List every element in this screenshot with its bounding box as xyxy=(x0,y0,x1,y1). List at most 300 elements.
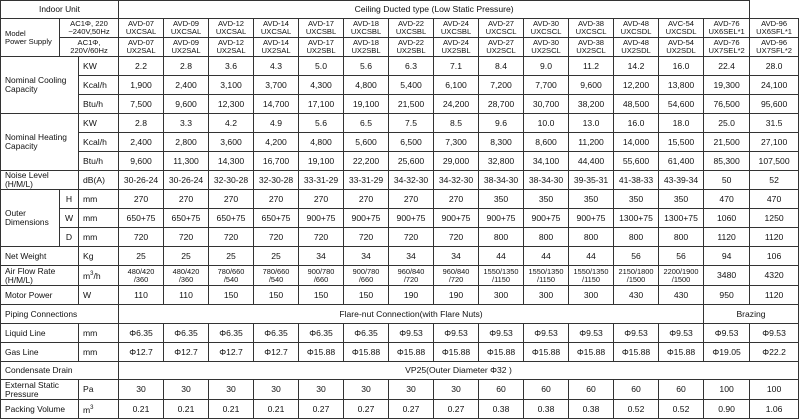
value-cell: 44 xyxy=(569,247,614,266)
value-cell: 900/780 /660 xyxy=(344,266,389,286)
value-cell: 41-38-33 xyxy=(614,171,659,190)
value-cell: 4,300 xyxy=(299,76,344,95)
model-cell: AVD-14 UXCSAL xyxy=(254,19,299,38)
value-cell: 12,300 xyxy=(209,95,254,114)
value-cell: 4,800 xyxy=(344,76,389,95)
value-cell: 1.06 xyxy=(750,400,799,419)
value-cell: 0.21 xyxy=(164,400,209,419)
value-cell: 2,800 xyxy=(164,133,209,152)
value-cell: 2,400 xyxy=(164,76,209,95)
value-cell: 900+75 xyxy=(389,209,434,228)
value-cell: Φ9.53 xyxy=(524,324,569,343)
value-cell: Φ9.53 xyxy=(569,324,614,343)
value-cell: 30 xyxy=(434,380,479,400)
value-cell: Φ15.88 xyxy=(434,343,479,362)
value-cell: 29,000 xyxy=(434,152,479,171)
value-cell: 780/660 /540 xyxy=(254,266,299,286)
value-cell: Φ12.7 xyxy=(254,343,299,362)
cooling-label: Nominal Cooling Capacity xyxy=(1,57,79,114)
value-cell: 0.38 xyxy=(479,400,524,419)
unit-cell: KW xyxy=(79,114,119,133)
value-cell: 6.5 xyxy=(344,114,389,133)
value-cell: 1120 xyxy=(704,228,750,247)
value-cell: 7,200 xyxy=(479,76,524,95)
value-cell: 0.27 xyxy=(434,400,479,419)
model-cell: AVD-12 UX2SAL xyxy=(209,38,254,57)
model-cell: AVD-17 UX2SBL xyxy=(299,38,344,57)
value-cell: 24,200 xyxy=(434,95,479,114)
air-flow-label: Air Flow Rate (H/M/L) xyxy=(1,266,79,286)
heating-kw-row xyxy=(1,114,799,133)
value-cell: Φ9.53 xyxy=(750,324,799,343)
value-cell: 720 xyxy=(119,228,164,247)
series-title: Ceiling Ducted type (Low Static Pressure) xyxy=(119,1,750,19)
value-cell: 10.0 xyxy=(524,114,569,133)
value-cell: 270 xyxy=(164,190,209,209)
value-cell: Φ6.35 xyxy=(119,324,164,343)
value-cell: 0.38 xyxy=(524,400,569,419)
value-cell: 1250 xyxy=(750,209,799,228)
value-cell: 16,700 xyxy=(254,152,299,171)
value-cell: Φ12.7 xyxy=(119,343,164,362)
value-cell: 95,600 xyxy=(750,95,799,114)
value-cell: 34 xyxy=(299,247,344,266)
value-cell: 270 xyxy=(344,190,389,209)
unit-cell: $m^3/h$ xyxy=(79,266,119,286)
value-cell: 3,600 xyxy=(209,133,254,152)
value-cell: 3.3 xyxy=(164,114,209,133)
gas-line-label: Gas Line xyxy=(1,343,79,362)
value-cell: 3,100 xyxy=(209,76,254,95)
value-cell: 31.5 xyxy=(750,114,799,133)
value-cell: 56 xyxy=(659,247,704,266)
model-cell: AVD-09 UXCSAL xyxy=(164,19,209,38)
model-cell: AVD-22 UX2SBL xyxy=(389,38,434,57)
value-cell: 22,200 xyxy=(344,152,389,171)
value-cell: 900+75 xyxy=(524,209,569,228)
value-cell: 44,400 xyxy=(569,152,614,171)
value-cell: 110 xyxy=(119,286,164,305)
value-cell: 4320 xyxy=(750,266,799,286)
model-cell: AVD-24 UX2SBL xyxy=(434,38,479,57)
value-cell: 1060 xyxy=(704,209,750,228)
value-cell: Φ15.88 xyxy=(524,343,569,362)
value-cell: 300 xyxy=(524,286,569,305)
value-cell: 25 xyxy=(164,247,209,266)
value-cell: 34 xyxy=(434,247,479,266)
value-cell: 720 xyxy=(254,228,299,247)
value-cell: 720 xyxy=(164,228,209,247)
value-cell: 34 xyxy=(344,247,389,266)
value-cell: 11,200 xyxy=(569,133,614,152)
value-cell: 0.21 xyxy=(209,400,254,419)
value-cell: 190 xyxy=(389,286,434,305)
value-cell: 650+75 xyxy=(254,209,299,228)
header-row xyxy=(1,1,799,19)
value-cell: 30,700 xyxy=(524,95,569,114)
value-cell: 190 xyxy=(434,286,479,305)
value-cell: 720 xyxy=(344,228,389,247)
value-cell: 1550/1350 /1150 xyxy=(569,266,614,286)
value-cell: 5.0 xyxy=(299,57,344,76)
value-cell: 9.6 xyxy=(479,114,524,133)
unit-cell: Kcal/h xyxy=(79,133,119,152)
power-supply-1: AC1Φ, 220 ~240V,50Hz xyxy=(60,19,119,38)
value-cell: 8,600 xyxy=(524,133,569,152)
value-cell: 32-30-28 xyxy=(209,171,254,190)
value-cell: 270 xyxy=(389,190,434,209)
value-cell: 0.52 xyxy=(659,400,704,419)
value-cell: 900+75 xyxy=(479,209,524,228)
value-cell: 270 xyxy=(254,190,299,209)
value-cell: 19,100 xyxy=(299,152,344,171)
value-cell: 4.9 xyxy=(254,114,299,133)
value-cell: 7,300 xyxy=(434,133,479,152)
value-cell: 14,000 xyxy=(614,133,659,152)
value-cell: 5.6 xyxy=(299,114,344,133)
value-cell: 270 xyxy=(119,190,164,209)
value-cell: 48,500 xyxy=(614,95,659,114)
value-cell: Φ15.88 xyxy=(344,343,389,362)
value-cell: 30-26-24 xyxy=(119,171,164,190)
dimension-key: W xyxy=(60,209,79,228)
cooling-kw-row xyxy=(1,57,799,76)
model-cell: AVD-76 UX7SEL*2 xyxy=(704,38,750,57)
packing-volume-row xyxy=(1,400,799,419)
value-cell: 106 xyxy=(750,247,799,266)
value-cell: 470 xyxy=(750,190,799,209)
value-cell: 7,700 xyxy=(524,76,569,95)
value-cell: 4.2 xyxy=(209,114,254,133)
value-cell: 2.8 xyxy=(119,114,164,133)
condensate-drain-label: Condensate Drain xyxy=(1,362,119,380)
flare-connection-text: Flare-nut Connection(with Flare Nuts) xyxy=(119,305,704,324)
value-cell: 270 xyxy=(434,190,479,209)
value-cell: 16.0 xyxy=(659,57,704,76)
value-cell: 270 xyxy=(299,190,344,209)
model-cell: AVD-38 UX2SCL xyxy=(569,38,614,57)
value-cell: 30 xyxy=(254,380,299,400)
net-weight-label: Net Weight xyxy=(1,247,79,266)
value-cell: Φ15.88 xyxy=(389,343,434,362)
value-cell: 960/840 /720 xyxy=(389,266,434,286)
value-cell: 800 xyxy=(569,228,614,247)
unit-cell: Kcal/h xyxy=(79,76,119,95)
value-cell: Φ9.53 xyxy=(434,324,479,343)
value-cell: Φ9.53 xyxy=(614,324,659,343)
value-cell: 32-30-28 xyxy=(254,171,299,190)
value-cell: 13,800 xyxy=(659,76,704,95)
value-cell: 8,300 xyxy=(479,133,524,152)
value-cell: 650+75 xyxy=(164,209,209,228)
value-cell: 3480 xyxy=(704,266,750,286)
value-cell: Φ9.53 xyxy=(704,324,750,343)
value-cell: 650+75 xyxy=(209,209,254,228)
value-cell: 1120 xyxy=(750,286,799,305)
model-row-1 xyxy=(1,19,799,38)
value-cell: 100 xyxy=(704,380,750,400)
value-cell: 30 xyxy=(209,380,254,400)
value-cell: 0.21 xyxy=(254,400,299,419)
packing-volume-label: Packing Volume xyxy=(1,400,79,419)
value-cell: 33-31-29 xyxy=(299,171,344,190)
value-cell: 1300+75 xyxy=(614,209,659,228)
unit-cell: $m^3$ xyxy=(79,400,119,419)
value-cell: 7.1 xyxy=(434,57,479,76)
value-cell: 720 xyxy=(434,228,479,247)
value-cell: 34,100 xyxy=(524,152,569,171)
unit-cell: dB(A) xyxy=(79,171,119,190)
value-cell: Φ15.88 xyxy=(569,343,614,362)
value-cell: 11.2 xyxy=(569,57,614,76)
value-cell: 11,300 xyxy=(164,152,209,171)
value-cell: 60 xyxy=(614,380,659,400)
value-cell: Φ9.53 xyxy=(389,324,434,343)
value-cell: 34 xyxy=(389,247,434,266)
value-cell: 480/420 /360 xyxy=(119,266,164,286)
value-cell: 39-35-31 xyxy=(569,171,614,190)
value-cell: 34-32-30 xyxy=(389,171,434,190)
value-cell: 60 xyxy=(524,380,569,400)
value-cell: 300 xyxy=(569,286,614,305)
value-cell: 350 xyxy=(479,190,524,209)
model-cell: AVD-38 UXCSCL xyxy=(569,19,614,38)
value-cell: 150 xyxy=(344,286,389,305)
value-cell: Φ6.35 xyxy=(299,324,344,343)
value-cell: 14,300 xyxy=(209,152,254,171)
value-cell: 2.8 xyxy=(164,57,209,76)
piping-label: Piping Connections xyxy=(1,305,119,324)
value-cell: 430 xyxy=(659,286,704,305)
dimension-key: H xyxy=(60,190,79,209)
value-cell: 25 xyxy=(254,247,299,266)
value-cell: 30 xyxy=(389,380,434,400)
model-cell: AVD-96 UX6SFL*1 xyxy=(750,19,799,38)
model-row-2 xyxy=(1,38,799,57)
value-cell: 1,900 xyxy=(119,76,164,95)
value-cell: 44 xyxy=(479,247,524,266)
value-cell: 94 xyxy=(704,247,750,266)
dimension-w-row xyxy=(1,209,799,228)
heating-label: Nominal Heating Capacity xyxy=(1,114,79,171)
power-supply-2: AC1Φ, 220V/60Hz xyxy=(60,38,119,57)
value-cell: 43-39-34 xyxy=(659,171,704,190)
value-cell: 15,500 xyxy=(659,133,704,152)
model-cell: AVD-22 UXCSBL xyxy=(389,19,434,38)
value-cell: 1550/1350 /1150 xyxy=(479,266,524,286)
value-cell: 430 xyxy=(614,286,659,305)
motor-power-label: Motor Power xyxy=(1,286,79,305)
value-cell: Φ15.88 xyxy=(614,343,659,362)
model-cell: AVD-24 UXCSBL xyxy=(434,19,479,38)
piping-row xyxy=(1,305,799,324)
cooling-kcal-row xyxy=(1,76,799,95)
value-cell: 0.27 xyxy=(389,400,434,419)
value-cell: 60 xyxy=(659,380,704,400)
model-cell: AVD-30 UXCSCL xyxy=(524,19,569,38)
value-cell: 650+75 xyxy=(119,209,164,228)
value-cell: 24,100 xyxy=(750,76,799,95)
model-cell: AVD-48 UXCSDL xyxy=(614,19,659,38)
model-cell: AVD-12 UXCSAL xyxy=(209,19,254,38)
value-cell: 950 xyxy=(704,286,750,305)
value-cell: 30-26-24 xyxy=(164,171,209,190)
air-flow-row xyxy=(1,266,799,286)
static-pressure-label: External Static Pressure xyxy=(1,380,79,400)
value-cell: 1550/1350 /1150 xyxy=(524,266,569,286)
value-cell: 38-34-30 xyxy=(524,171,569,190)
value-cell: Φ9.53 xyxy=(659,324,704,343)
value-cell: Φ19.05 xyxy=(704,343,750,362)
value-cell: Φ6.35 xyxy=(344,324,389,343)
value-cell: 900+75 xyxy=(299,209,344,228)
value-cell: 1120 xyxy=(750,228,799,247)
value-cell: 720 xyxy=(389,228,434,247)
unit-cell: Pa xyxy=(79,380,119,400)
value-cell: 6,100 xyxy=(434,76,479,95)
model-cell: AVD-30 UX2SCL xyxy=(524,38,569,57)
value-cell: 30 xyxy=(164,380,209,400)
value-cell: 0.38 xyxy=(569,400,614,419)
value-cell: 3.6 xyxy=(209,57,254,76)
value-cell: 17,100 xyxy=(299,95,344,114)
value-cell: 2.2 xyxy=(119,57,164,76)
value-cell: 38,200 xyxy=(569,95,614,114)
value-cell: Φ15.88 xyxy=(299,343,344,362)
value-cell: 4.3 xyxy=(254,57,299,76)
dimension-key: D xyxy=(60,228,79,247)
model-label: Model Power Supply xyxy=(1,19,60,57)
value-cell: 60 xyxy=(569,380,614,400)
heating-btu-row xyxy=(1,152,799,171)
value-cell: 4,800 xyxy=(299,133,344,152)
model-cell: AVD-54 UX2SDL xyxy=(659,38,704,57)
unit-cell: Btu/h xyxy=(79,95,119,114)
value-cell: 30 xyxy=(119,380,164,400)
value-cell: 800 xyxy=(659,228,704,247)
value-cell: 110 xyxy=(164,286,209,305)
condensate-drain-value: VP25(Outer Diameter Φ32 ) xyxy=(119,362,799,380)
unit-cell: Btu/h xyxy=(79,152,119,171)
model-cell: AVC-54 UXCSDL xyxy=(659,19,704,38)
value-cell: 6,500 xyxy=(389,133,434,152)
dimension-d-row xyxy=(1,228,799,247)
model-cell: AVD-96 UX7SFL*2 xyxy=(750,38,799,57)
value-cell: Φ6.35 xyxy=(254,324,299,343)
value-cell: 7.5 xyxy=(389,114,434,133)
value-cell: 5.6 xyxy=(344,57,389,76)
liquid-line-row xyxy=(1,324,799,343)
value-cell: 16.0 xyxy=(614,114,659,133)
value-cell: 350 xyxy=(614,190,659,209)
value-cell: 25.0 xyxy=(704,114,750,133)
value-cell: 9,600 xyxy=(569,76,614,95)
value-cell: 720 xyxy=(209,228,254,247)
value-cell: 0.90 xyxy=(704,400,750,419)
value-cell: 800 xyxy=(479,228,524,247)
value-cell: 18.0 xyxy=(659,114,704,133)
value-cell: 61,400 xyxy=(659,152,704,171)
model-cell: AVD-14 UX2SAL xyxy=(254,38,299,57)
model-cell: AVD-27 UX2SCL xyxy=(479,38,524,57)
dimension-h-row xyxy=(1,190,799,209)
unit-cell: mm xyxy=(79,190,119,209)
value-cell: Φ12.7 xyxy=(164,343,209,362)
model-cell: AVD-27 UXCSCL xyxy=(479,19,524,38)
value-cell: 19,100 xyxy=(344,95,389,114)
value-cell: 7,500 xyxy=(119,95,164,114)
value-cell: 470 xyxy=(704,190,750,209)
value-cell: 14,700 xyxy=(254,95,299,114)
value-cell: 30 xyxy=(344,380,389,400)
value-cell: 9.0 xyxy=(524,57,569,76)
value-cell: 150 xyxy=(299,286,344,305)
value-cell: 33-31-29 xyxy=(344,171,389,190)
value-cell: 19,300 xyxy=(704,76,750,95)
value-cell: 27,100 xyxy=(750,133,799,152)
value-cell: 12,200 xyxy=(614,76,659,95)
value-cell: 480/420 /360 xyxy=(164,266,209,286)
value-cell: 9,600 xyxy=(119,152,164,171)
unit-cell: Kg xyxy=(79,247,119,266)
value-cell: 800 xyxy=(524,228,569,247)
model-cell: AVD-07 UX2SAL xyxy=(119,38,164,57)
value-cell: 52 xyxy=(750,171,799,190)
unit-cell: mm xyxy=(79,343,119,362)
value-cell: 30 xyxy=(299,380,344,400)
value-cell: 960/840 /720 xyxy=(434,266,479,286)
brazing-text: Brazing xyxy=(704,305,799,324)
unit-cell: W xyxy=(79,286,119,305)
value-cell: 900+75 xyxy=(569,209,614,228)
heating-kcal-row xyxy=(1,133,799,152)
value-cell: 21,500 xyxy=(389,95,434,114)
unit-cell: KW xyxy=(79,57,119,76)
value-cell: 22.4 xyxy=(704,57,750,76)
value-cell: 0.27 xyxy=(299,400,344,419)
noise-row xyxy=(1,171,799,190)
value-cell: 900+75 xyxy=(434,209,479,228)
value-cell: 8.4 xyxy=(479,57,524,76)
value-cell: 85,300 xyxy=(704,152,750,171)
value-cell: 54,600 xyxy=(659,95,704,114)
value-cell: 25 xyxy=(209,247,254,266)
value-cell: 720 xyxy=(299,228,344,247)
value-cell: Φ15.88 xyxy=(479,343,524,362)
dimensions-label: Outer Dimensions xyxy=(1,190,60,247)
motor-power-row xyxy=(1,286,799,305)
value-cell: 300 xyxy=(479,286,524,305)
value-cell: 350 xyxy=(524,190,569,209)
value-cell: 34-32-30 xyxy=(434,171,479,190)
value-cell: 150 xyxy=(209,286,254,305)
value-cell: 107,500 xyxy=(750,152,799,171)
value-cell: Φ12.7 xyxy=(209,343,254,362)
condensate-drain-row xyxy=(1,362,799,380)
static-pressure-row xyxy=(1,380,799,400)
value-cell: 5,400 xyxy=(389,76,434,95)
value-cell: 270 xyxy=(209,190,254,209)
model-cell: AVD-18 UXCSBL xyxy=(344,19,389,38)
value-cell: 25,600 xyxy=(389,152,434,171)
net-weight-row xyxy=(1,247,799,266)
value-cell: Φ9.53 xyxy=(479,324,524,343)
value-cell: 2200/1900 /1500 xyxy=(659,266,704,286)
unit-cell: mm xyxy=(79,324,119,343)
value-cell: 4,200 xyxy=(254,133,299,152)
value-cell: 56 xyxy=(614,247,659,266)
value-cell: 2150/1800 /1500 xyxy=(614,266,659,286)
